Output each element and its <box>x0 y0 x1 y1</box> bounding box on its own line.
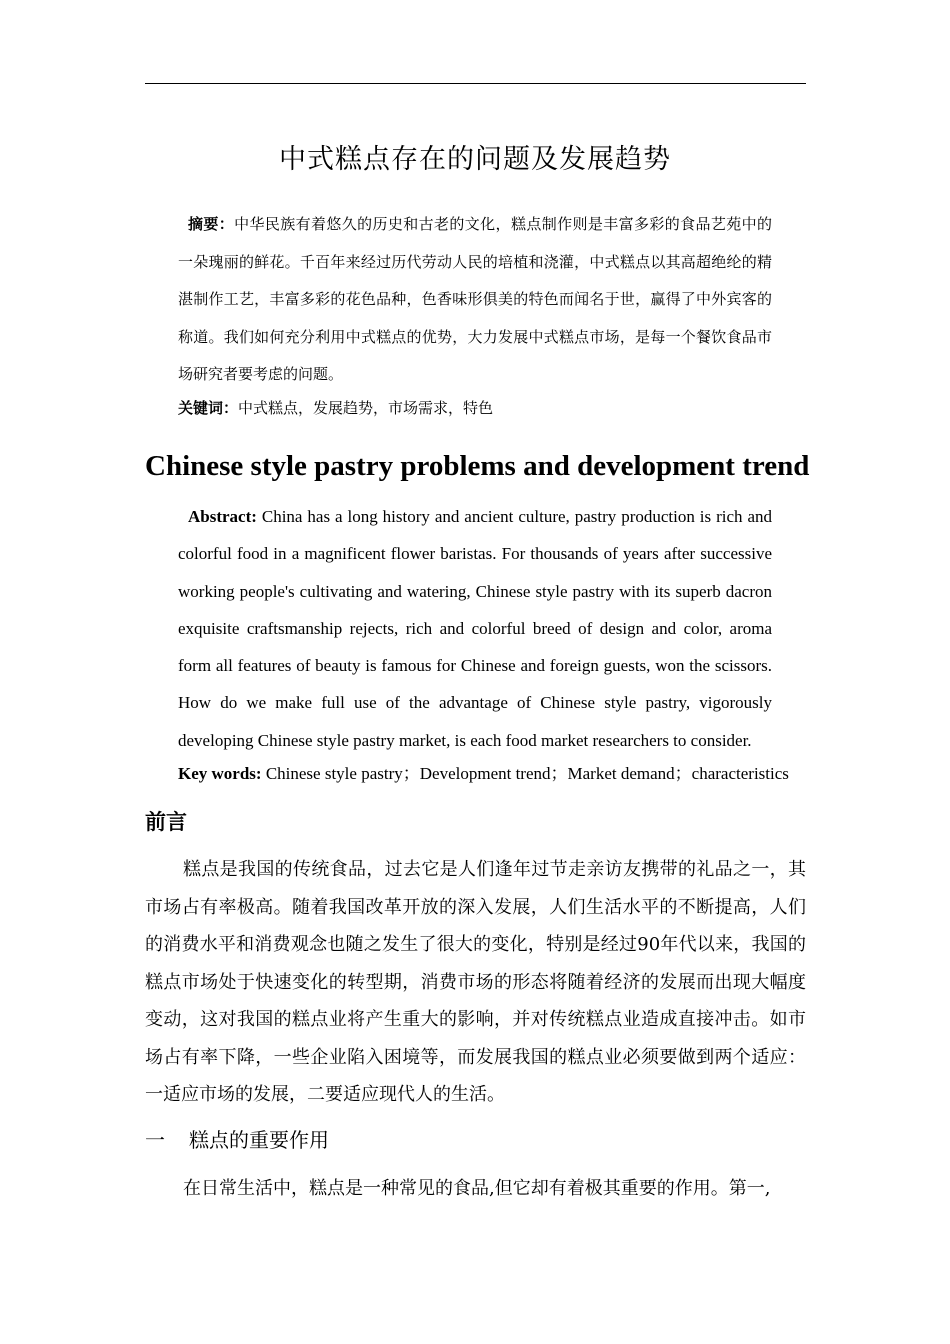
header-rule <box>145 83 806 84</box>
abstract-chinese-label: 摘要： <box>188 215 235 233</box>
abstract-chinese <box>178 206 772 394</box>
section-1-paragraph: 在日常生活中，糕点是一种常见的食品,但它却有着极其重要的作用。第一, <box>183 1178 771 1199</box>
section-heading-1 <box>145 1123 329 1157</box>
abstract-chinese-text: 中华民族有着悠久的历史和古老的文化，糕点制作则是丰富多彩的食品艺苑中的一朵瑰丽的鲜花。千百年来经过历代劳动人民的培植和浇灌，中式糕点以其高超绝纶的精湛制作工艺，丰富多彩的花色品种，色香味形俱美的特色而闻名于世，赢得了中外宾客的称道。我们如何充分利用中式糕点的优势，大力发展中式糕点市场，是每一个餐饮食品市场研究者要考虑的问题。 <box>178 215 772 383</box>
keywords-chinese-text: 中式糕点，发展趋势，市场需求，特色 <box>238 399 494 417</box>
keywords-english <box>178 761 798 787</box>
keywords-chinese-label: 关键词： <box>178 399 239 417</box>
paper-title-chinese: 中式糕点存在的问题及发展趋势 <box>279 144 671 175</box>
section-number: 一 <box>145 1128 165 1152</box>
section-title: 糕点的重要作用 <box>189 1128 329 1152</box>
abstract-english-label: Abstract: <box>188 507 257 526</box>
section-heading-preface: 前言 <box>145 810 187 834</box>
keywords-english-text: Chinese style pastry；Development trend；Market demand；characteristics <box>261 764 789 783</box>
paper-title-english: Chinese style pastry problems and development trend <box>145 450 810 482</box>
keywords-chinese <box>178 393 772 423</box>
abstract-english <box>178 498 772 759</box>
preface-paragraph: 糕点是我国的传统食品，过去它是人们逢年过节走亲访友携带的礼品之一，其市场占有率极高。随着我国改革开放的深入发展，人们生活水平的不断提高，人们的消费水平和消费观念也随之发生了很大的变化，特别是经过90年代以来，我国的糕点市场处于快速变化的转型期，消费市场的形态将随着经济的发展而出现大幅度变动，这对我国的糕点业将产生重大的影响，并对传统糕点业造成直接冲击。如市场占有率下降，一些企业陷入困境等，而发展我国的糕点业必须要做到两个适应：一适应市场的发展，二要适应现代人的生活。 <box>145 859 806 1105</box>
abstract-english-text: China has a long history and ancient culture, pastry production is rich and colorful food in a magnificent flower baristas. For thousands of years after successive working people's cultivating and watering, Chinese style pastry with its superb dacron exquisite craftsmanship rejects, rich and colorful breed of design and color, aroma form all features of beauty is famous for Chinese and foreign guests, won the scissors. How do we make full use of the advantage of Chinese style pastry, vigorously developing Chinese style pastry market, is each food market researchers to consider. <box>178 507 772 750</box>
keywords-english-label: Key words: <box>178 764 262 783</box>
